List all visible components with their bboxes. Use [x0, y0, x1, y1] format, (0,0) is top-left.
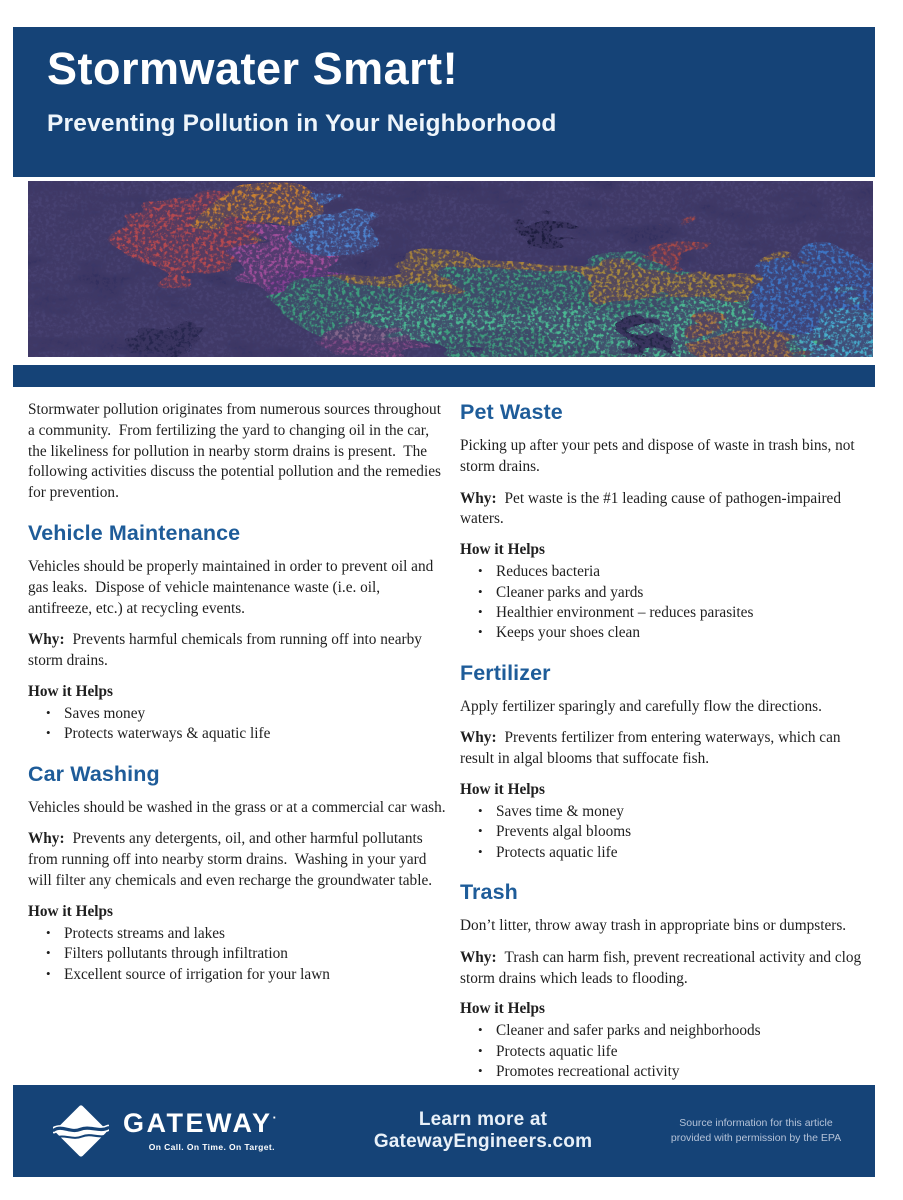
left-column [28, 400, 447, 1085]
section-body: Vehicles should be properly maintained in order to prevent oil and gas leaks. Dispose of vehicle maintenance waste (i.e. oil, antifreeze, etc.) at recycling events. [28, 557, 438, 617]
section-heading: Car Washing [28, 761, 160, 786]
oil-sheen-illustration [28, 181, 873, 357]
why-label: Why: [460, 948, 497, 966]
section-vehicle-maintenance [28, 521, 447, 745]
benefit-item: • Cleaner parks and yards [460, 583, 875, 603]
how-it-helps-label: How it Helps [28, 682, 113, 700]
how-it-helps-label: How it Helps [460, 541, 545, 559]
source-attribution-line2: provided with permission by the EPA [670, 1132, 842, 1144]
benefit-list [460, 1021, 875, 1082]
learn-more-text: Learn more at GatewayEngineers.com [373, 1109, 593, 1152]
section-heading: Fertilizer [460, 660, 551, 685]
why-paragraph [460, 948, 875, 990]
brand-text-block [123, 1110, 277, 1152]
why-paragraph [460, 489, 875, 531]
header-banner [13, 27, 875, 177]
section-body: Don’t litter, throw away trash in appropriate bins or dumpsters. [460, 916, 847, 934]
why-paragraph [460, 728, 875, 770]
gateway-brand-block [53, 1103, 335, 1159]
right-column [460, 400, 875, 1085]
why-text: Pet waste is the #1 leading cause of pathogen-impaired waters. [460, 489, 845, 528]
footer-banner [13, 1085, 875, 1177]
intro-paragraph: Stormwater pollution originates from numerous sources throughout a community. From fertilizing the yard to changing oil in the car, the likeliness for pollution in nearby storm drains is present. The following activities discuss the potential pollution and the remedies for prevention. [28, 401, 445, 502]
why-text: Prevents any detergents, oil, and other harmful pollutants from running off into nearby storm drains. Washing in your yard will filter any chemicals and even recharge the groundwater table. [28, 830, 433, 890]
benefit-item: • Healthier environment – reduces parasites [460, 603, 875, 623]
page-subtitle: Preventing Pollution in Your Neighborhood [47, 109, 557, 137]
benefit-item: • Promotes recreational activity [460, 1062, 875, 1082]
benefit-list [28, 704, 447, 745]
gateway-diamond-wave-logo-icon [53, 1103, 109, 1159]
benefit-item: • Protects waterways & aquatic life [28, 724, 447, 744]
why-text: Prevents harmful chemicals from running off into nearby storm drains. [28, 631, 426, 670]
why-label: Why: [28, 631, 65, 649]
divider-bar [13, 365, 875, 387]
why-label: Why: [28, 830, 65, 848]
benefit-item: • Saves time & money [460, 802, 875, 822]
benefit-item: • Protects streams and lakes [28, 924, 447, 944]
benefit-item: • Protects aquatic life [460, 843, 875, 863]
section-body: Apply fertilizer sparingly and carefully flow the directions. [460, 697, 822, 715]
benefit-item: • Cleaner and safer parks and neighborhoods [460, 1021, 875, 1041]
oil-sheen-stormwater-photo [28, 181, 873, 357]
how-it-helps-label: How it Helps [460, 780, 545, 798]
section-heading: Trash [460, 879, 518, 904]
benefit-item: • Saves money [28, 704, 447, 724]
section-car-washing [28, 762, 447, 985]
section-pet-waste [460, 400, 875, 644]
benefit-item: • Prevents algal blooms [460, 822, 875, 842]
how-it-helps-label: How it Helps [28, 902, 113, 920]
why-label: Why: [460, 729, 497, 747]
why-label: Why: [460, 489, 497, 507]
benefit-list [460, 802, 875, 863]
section-trash [460, 880, 875, 1082]
section-heading: Pet Waste [460, 400, 563, 424]
benefit-list [460, 562, 875, 643]
content-columns [28, 400, 875, 1085]
why-paragraph [28, 630, 447, 672]
section-body: Picking up after your pets and dispose of waste in trash bins, not storm drains. [460, 437, 859, 475]
source-attribution [661, 1116, 851, 1145]
why-text: Trash can harm fish, prevent recreational activity and clog storm drains which leads to flooding. [460, 948, 866, 987]
why-text: Prevents fertilizer from entering waterways, which can result in algal blooms that suffocate fish. [460, 729, 845, 768]
section-fertilizer [460, 661, 875, 863]
section-body: Vehicles should be washed in the grass or at a commercial car wash. [28, 798, 446, 816]
benefit-item: • Excellent source of irrigation for your lawn [28, 965, 447, 985]
benefit-item: • Protects aquatic life [460, 1042, 875, 1062]
benefit-item: • Reduces bacteria [460, 562, 875, 582]
brand-tagline: On Call. On Time. On Target. [148, 1142, 275, 1152]
section-heading: Vehicle Maintenance [28, 520, 241, 545]
source-attribution-line1: Source information for this article [679, 1117, 833, 1130]
how-it-helps-label: How it Helps [460, 1000, 545, 1018]
registered-mark-dot: · [272, 1110, 277, 1125]
page-title: Stormwater Smart! [47, 43, 459, 94]
why-paragraph [28, 829, 447, 891]
gateway-wordmark [123, 1110, 277, 1137]
benefit-item: • Keeps your shoes clean [460, 623, 875, 643]
benefit-item: • Filters pollutants through infiltration [28, 944, 447, 964]
gateway-wordmark-text: GATEWAY [123, 1108, 273, 1138]
benefit-list [28, 924, 447, 985]
